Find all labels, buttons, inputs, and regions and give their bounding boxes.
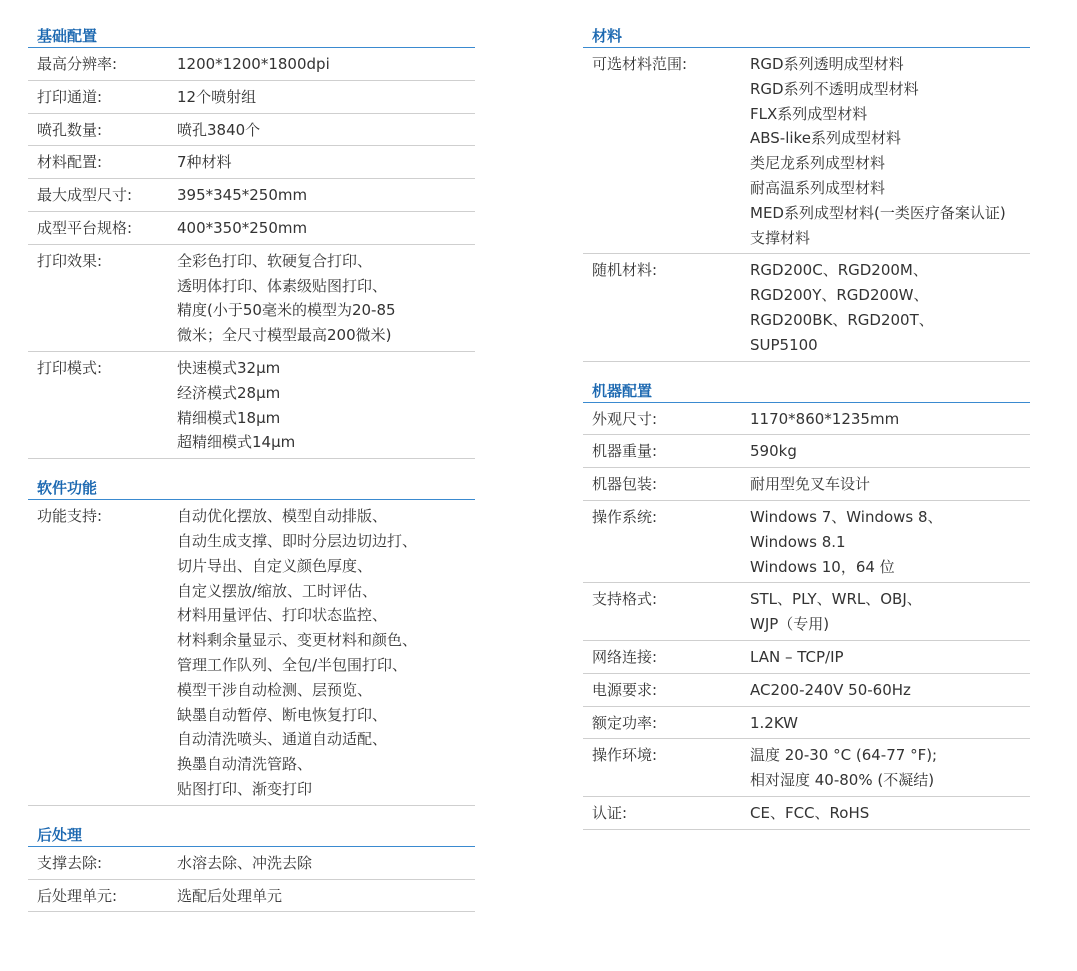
spec-row [28,352,475,459]
spec-section [583,376,1030,830]
spec-label: 外观尺寸: [592,409,658,428]
spec-value: 管理工作队列、全包/半包围打印、 [177,655,408,674]
section-title: 基础配置 [28,21,475,48]
spec-value: 超精细模式14μm [177,433,296,452]
spec-value: LAN – TCP/IP [750,647,844,666]
spec-label: 机器重量: [592,442,658,461]
spec-value: 经济模式28μm [177,383,281,402]
spec-row [28,81,475,114]
spec-values [177,356,475,455]
spec-value: RGD200C、RGD200M、 [750,261,928,280]
spec-label: 最高分辨率: [37,55,118,73]
spec-label: 可选材料范围: [592,55,688,73]
spec-label: 喷孔数量: [37,120,103,139]
spec-label: 最大成型尺寸: [37,186,133,205]
spec-row [28,146,475,179]
spec-values [177,216,475,241]
spec-values [177,183,475,208]
spec-value: Windows 8.1 [750,532,846,551]
spec-values [750,52,1030,250]
spec-row [28,500,475,806]
spec-values [177,884,475,909]
spec-value: FLX系列成型材料 [750,104,868,123]
spec-label: 支撑去除: [37,853,103,872]
spec-values [177,118,475,143]
spec-row [28,114,475,147]
spec-value: Windows 7、Windows 8、 [750,507,943,526]
spec-value: 1200*1200*1800dpi [177,55,330,73]
spec-value: 水溶去除、冲洗去除 [177,853,313,872]
spec-values [750,258,1030,357]
spec-value: 1170*860*1235mm [750,409,900,428]
spec-value: 全彩色打印、软硬复合打印、 [177,251,373,270]
spec-value: 自定义摆放/缩放、工时评估、 [177,581,378,600]
spec-values [177,150,475,175]
section-gap [28,459,475,473]
spec-values [177,85,475,110]
spec-value: MED系列成型材料(一类医疗备案认证) [750,203,1006,222]
spec-label: 打印模式: [37,358,103,377]
spec-row [583,435,1030,468]
spec-value: SUP5100 [750,335,818,354]
spec-values [750,407,1030,432]
section-title: 材料 [583,21,1030,48]
spec-section [28,473,475,806]
spec-row [583,739,1030,797]
spec-label: 网络连接: [592,647,658,666]
spec-row [28,212,475,245]
spec-value: 切片导出、自定义颜色厚度、 [177,556,373,575]
spec-values [750,678,1030,703]
spec-label: 随机材料: [592,261,658,280]
spec-value: 7种材料 [177,153,232,172]
spec-value: 快速模式32μm [177,358,281,377]
spec-value: 相对湿度 40-80% (不凝结) [750,771,935,790]
spec-section [28,21,475,459]
spec-row [583,254,1030,361]
spec-section [583,21,1030,362]
spec-value: 喷孔3840个 [177,120,261,139]
spec-value: WJP（专用) [750,615,830,634]
spec-value: 透明体打印、体素级贴图打印、 [177,276,388,295]
spec-value: 缺墨自动暂停、断电恢复打印、 [177,705,388,724]
spec-values [750,505,1030,579]
spec-value: STL、PLY、WRL、OBJ、 [750,590,922,609]
spec-row [583,501,1030,583]
left-column [28,21,475,912]
spec-row [583,403,1030,436]
spec-value: 材料用量评估、打印状态监控、 [177,606,388,625]
right-column [583,21,1030,830]
spec-row [28,880,475,913]
spec-value: 1.2KW [750,713,798,732]
spec-label: 认证: [592,803,628,822]
spec-values [750,711,1030,736]
spec-value: RGD200Y、RGD200W、 [750,286,929,305]
spec-label: 后处理单元: [37,886,118,905]
spec-value: 精度(小于50毫米的模型为20-85 [177,301,396,320]
spec-value: 支撑材料 [750,228,811,247]
spec-value: 自动生成支撑、即时分层边切边打、 [177,531,418,550]
spec-value: Windows 10，64 位 [750,557,895,576]
spec-value: 换墨自动清洗管路、 [177,755,313,774]
spec-value: 590kg [750,442,797,461]
spec-value: 400*350*250mm [177,218,308,237]
spec-row [583,468,1030,501]
spec-label: 材料配置: [37,153,103,172]
spec-value: RGD200BK、RGD200T、 [750,310,934,329]
spec-values [177,504,475,802]
spec-value: 自动优化摆放、模型自动排版、 [177,507,388,526]
spec-value: RGD系列透明成型材料 [750,55,904,73]
spec-label: 机器包装: [592,475,658,494]
spec-label: 成型平台规格: [37,218,133,237]
spec-value: 12个喷射组 [177,87,257,106]
spec-label: 额定功率: [592,713,658,732]
section-title: 软件功能 [28,473,475,500]
spec-section [28,820,475,913]
spec-label: 支持格式: [592,590,658,609]
spec-value: 微米；全尺寸模型最高200微米) [177,326,392,345]
spec-row [28,179,475,212]
spec-values [177,249,475,348]
spec-value: 耐高温系列成型材料 [750,178,886,197]
spec-value: 精细模式18μm [177,408,281,427]
spec-row [583,674,1030,707]
spec-values [750,743,1030,793]
spec-label: 操作环境: [592,746,658,765]
section-title: 机器配置 [583,376,1030,403]
spec-label: 电源要求: [592,680,658,699]
spec-row [28,245,475,352]
spec-value: AC200-240V 50-60Hz [750,680,911,699]
spec-values [177,851,475,876]
spec-values [750,439,1030,464]
spec-label: 打印通道: [37,87,103,106]
spec-value: 选配后处理单元 [177,886,283,905]
spec-row [583,48,1030,254]
section-gap [583,362,1030,376]
spec-row [583,707,1030,740]
spec-value: 材料剩余量显示、变更材料和颜色、 [177,631,418,650]
spec-label: 操作系统: [592,507,658,526]
spec-label: 打印效果: [37,251,103,270]
spec-value: 自动清洗喷头、通道自动适配、 [177,730,388,749]
spec-values [750,801,1030,826]
spec-value: 耐用型免叉车设计 [750,475,871,494]
spec-value: CE、FCC、RoHS [750,803,870,822]
spec-value: ABS-like系列成型材料 [750,129,901,148]
spec-row [583,797,1030,830]
spec-value: 温度 20-30 °C (64-77 °F); [750,746,938,765]
spec-value: 贴图打印、渐变打印 [177,779,313,798]
spec-value: 类尼龙系列成型材料 [750,154,886,173]
section-gap [28,806,475,820]
spec-values [177,52,475,77]
spec-row [28,847,475,880]
spec-values [750,472,1030,497]
spec-row [583,641,1030,674]
spec-values [750,645,1030,670]
spec-label: 功能支持: [37,507,103,526]
spec-value: 模型干涉自动检测、层预览、 [177,680,373,699]
spec-value: 395*345*250mm [177,186,308,205]
spec-values [750,587,1030,637]
section-title: 后处理 [28,820,475,847]
spec-value: RGD系列不透明成型材料 [750,79,919,98]
spec-row [583,583,1030,641]
spec-row [28,48,475,81]
